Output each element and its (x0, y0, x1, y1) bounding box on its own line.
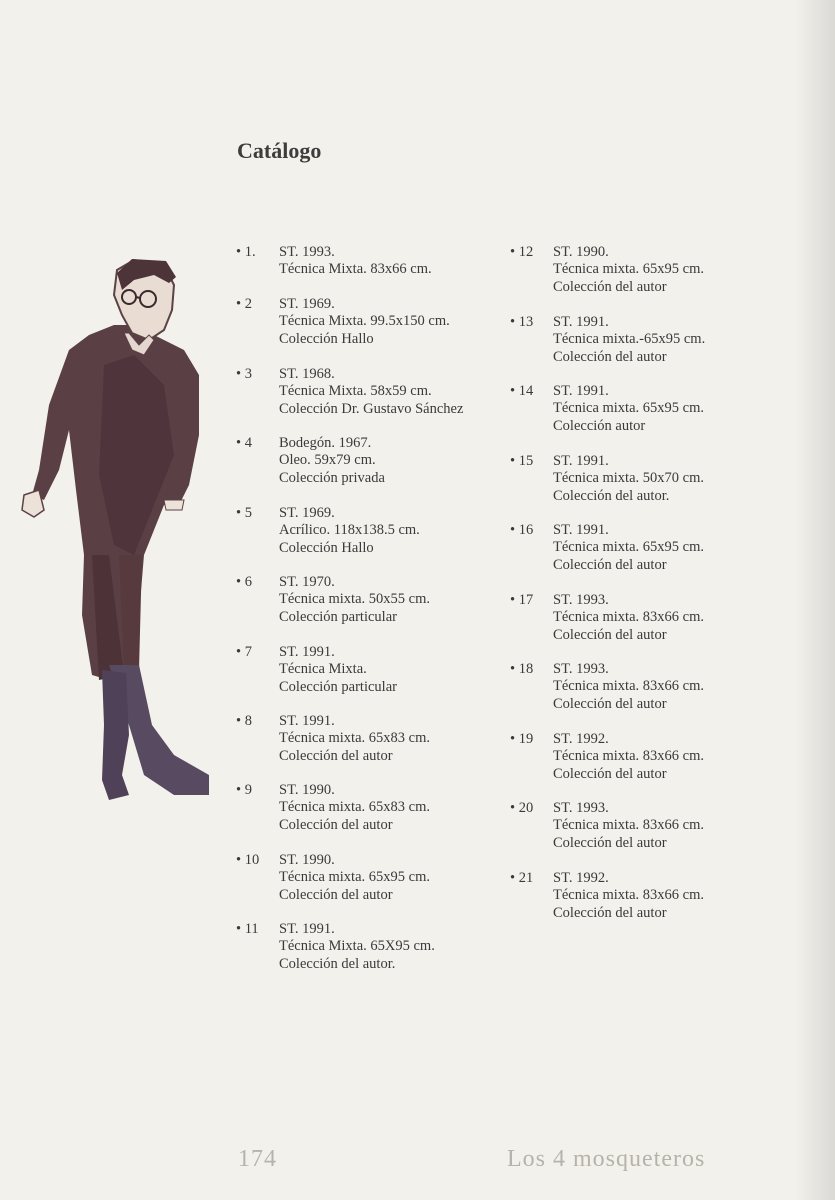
entry-line: Colección Hallo (279, 330, 374, 347)
entry-number: • 8 (236, 713, 252, 729)
entry-text (279, 435, 385, 487)
entry-line: Técnica mixta. 65x95 cm. (279, 869, 430, 886)
entry-line: Bodegón. 1967. (279, 435, 372, 451)
entry-number: • 9 (236, 782, 252, 798)
page-edge-shadow (795, 0, 835, 1200)
entry-number: • 11 (236, 921, 259, 937)
entry-line: Colección del autor (553, 904, 667, 921)
entry-line: ST. 1969. (279, 296, 335, 312)
entry-text (553, 383, 704, 435)
entry-line: ST. 1991. (553, 383, 609, 399)
entry-line: ST. 1993. (553, 800, 609, 816)
entry-line: Técnica mixta. 65x95 cm. (553, 261, 704, 278)
entry-number: • 6 (236, 574, 252, 590)
entry-line: Colección Dr. Gustavo Sánchez (279, 400, 464, 417)
entry-line: Técnica mixta. 50x55 cm. (279, 591, 430, 608)
entry-line: Técnica mixta. 65x83 cm. (279, 799, 430, 816)
entry-text (553, 661, 704, 713)
entry-line: ST. 1991. (553, 314, 609, 330)
entry-line: Técnica mixta.-65x95 cm. (553, 331, 706, 348)
entry-number: • 10 (236, 852, 260, 868)
entry-line: ST. 1991. (553, 453, 609, 469)
entry-line: Oleo. 59x79 cm. (279, 452, 376, 469)
entry-number: • 18 (510, 661, 534, 677)
entry-line: Técnica Mixta. 58x59 cm. (279, 383, 432, 400)
entry-line: ST. 1993. (553, 661, 609, 677)
entry-number: • 3 (236, 366, 252, 382)
entry-number: • 14 (510, 383, 534, 399)
entry-line: ST. 1990. (553, 244, 609, 260)
entry-line: ST. 1990. (279, 852, 335, 868)
entry-line: ST. 1993. (553, 592, 609, 608)
entry-line: Técnica Mixta. 83x66 cm. (279, 261, 432, 278)
entry-text (553, 244, 704, 296)
entry-number: • 16 (510, 522, 534, 538)
entry-line: Colección del autor (279, 747, 393, 764)
entry-number: • 17 (510, 592, 534, 608)
entry-line: Acrílico. 118x138.5 cm. (279, 522, 420, 539)
entry-text (553, 522, 704, 574)
entry-number: • 20 (510, 800, 534, 816)
entry-line: Colección autor (553, 417, 646, 434)
entry-line: Técnica mixta. 83x66 cm. (553, 678, 704, 695)
entry-line: ST. 1992. (553, 731, 609, 747)
man-illustration (14, 255, 219, 810)
entry-text (553, 453, 704, 505)
entry-text (553, 592, 704, 644)
entry-text (279, 921, 435, 973)
entry-text (279, 713, 430, 765)
entry-line: Técnica mixta. 65x83 cm. (279, 730, 430, 747)
entry-line: ST. 1990. (279, 782, 335, 798)
entry-line: Colección del autor (553, 695, 667, 712)
entry-line: ST. 1970. (279, 574, 335, 590)
entry-line: Colección del autor (553, 278, 667, 295)
entry-text (279, 296, 450, 348)
entry-text (279, 782, 430, 834)
entry-line: ST. 1968. (279, 366, 335, 382)
entry-number: • 1. (236, 244, 256, 260)
entry-line: Colección particular (279, 678, 397, 695)
page-number: 174 (238, 1146, 277, 1172)
entry-line: Colección del autor (553, 556, 667, 573)
page-title: Catálogo (237, 138, 322, 163)
entry-line: Colección particular (279, 608, 397, 625)
entry-line: Técnica Mixta. 65X95 cm. (279, 938, 435, 955)
entry-number: • 12 (510, 244, 534, 260)
entry-line: Técnica Mixta. (279, 661, 367, 678)
entry-line: Técnica mixta. 50x70 cm. (553, 470, 704, 487)
entry-line: ST. 1992. (553, 870, 609, 886)
entry-text (553, 731, 704, 783)
entry-text (553, 870, 704, 922)
entry-line: Colección del autor (279, 816, 393, 833)
entry-line: Colección privada (279, 469, 385, 486)
entry-text (279, 366, 463, 418)
entry-line: Colección del autor. (553, 487, 670, 504)
entry-line: Técnica Mixta. 99.5x150 cm. (279, 313, 450, 330)
entry-number: • 19 (510, 731, 534, 747)
entry-number: • 13 (510, 314, 534, 330)
entry-line: ST. 1991. (279, 644, 335, 660)
entry-text (279, 644, 397, 696)
entry-line: ST. 1991. (279, 921, 335, 937)
entry-line: ST. 1969. (279, 505, 335, 521)
entry-number: • 5 (236, 505, 252, 521)
entry-line: Colección del autor (553, 834, 667, 851)
entry-line: Técnica mixta. 65x95 cm. (553, 400, 704, 417)
entry-line: Colección del autor. (279, 955, 396, 972)
entry-line: Técnica mixta. 83x66 cm. (553, 609, 704, 626)
entry-text (279, 244, 432, 279)
entry-text (553, 314, 705, 366)
entry-number: • 7 (236, 644, 252, 660)
entry-line: Colección del autor (553, 626, 667, 643)
entry-line: Colección del autor (553, 348, 667, 365)
entry-number: • 2 (236, 296, 252, 312)
entry-line: Técnica mixta. 83x66 cm. (553, 748, 704, 765)
entry-line: Técnica mixta. 65x95 cm. (553, 539, 704, 556)
entry-line: ST. 1993. (279, 244, 335, 260)
entry-number: • 4 (236, 435, 252, 451)
entry-text (279, 852, 430, 904)
entry-line: Técnica mixta. 83x66 cm. (553, 817, 704, 834)
entry-text (553, 800, 704, 852)
entry-line: ST. 1991. (553, 522, 609, 538)
entry-text (279, 505, 420, 557)
entry-number: • 15 (510, 453, 534, 469)
entry-line: Colección del autor (279, 886, 393, 903)
book-title: Los 4 mosqueteros (507, 1146, 706, 1172)
entry-line: Colección Hallo (279, 539, 374, 556)
entry-number: • 21 (510, 870, 534, 886)
entry-text (279, 574, 430, 626)
entry-line: ST. 1991. (279, 713, 335, 729)
entry-line: Técnica mixta. 83x66 cm. (553, 887, 704, 904)
entry-line: Colección del autor (553, 765, 667, 782)
